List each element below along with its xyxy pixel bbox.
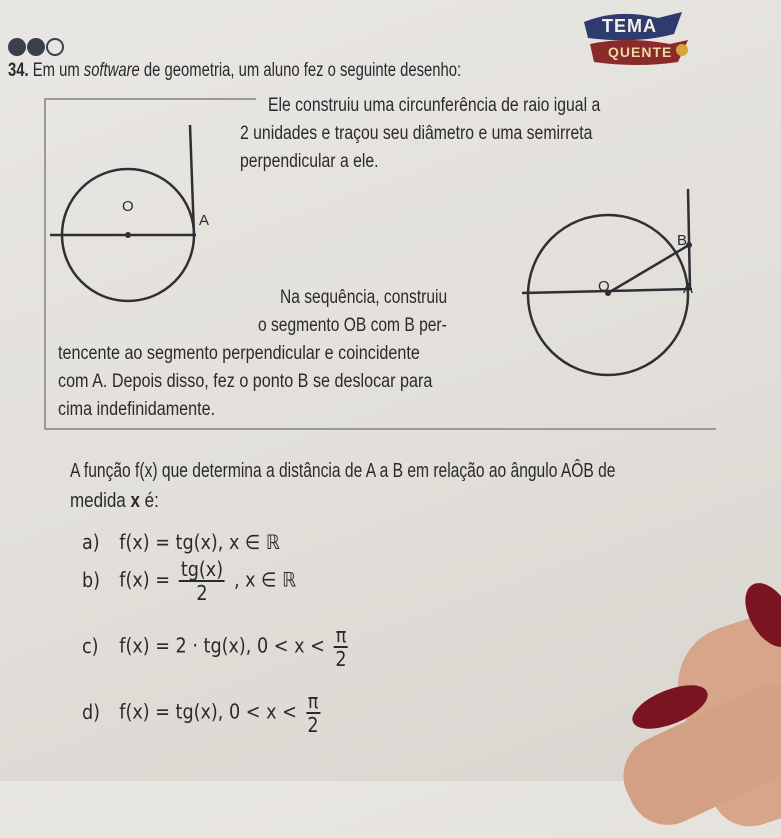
fig2-label-B: B — [677, 232, 688, 249]
hollow-dot-icon — [46, 38, 64, 56]
question-number: 34. — [8, 60, 29, 81]
question-title: 34. Em um software de geometria, um aluno fez o seguinte desenho: — [8, 60, 462, 81]
option-b[interactable]: b) f(x) = $\frac{tg(x)}{2}$ , x ∈ ℝ — [82, 557, 297, 605]
fig1-label-O: O — [122, 198, 134, 215]
paragraph-2-part2: tencente ao segmento perpendicular e coincidente com A. Depois disso, fez o ponto B se deslocar para cima indefinidamente. — [58, 343, 433, 420]
option-text: f(x) = tg(x), x ∈ ℝ — [119, 530, 280, 554]
option-letter: d) — [82, 699, 101, 724]
fraction: $\frac{\pi}{2}$ — [307, 689, 319, 737]
question-stem-line2: medida x é: — [70, 490, 159, 512]
dot-icon — [27, 38, 45, 56]
option-a[interactable] — [82, 530, 307, 554]
dot-icon — [8, 38, 26, 56]
question-stem: A função f(x) que determina a distância de A a B em relação ao ângulo AÔB de — [70, 460, 616, 482]
fig2-label-A: A — [683, 280, 694, 297]
option-letter: b) — [82, 567, 101, 592]
figure-circle-2 — [520, 185, 710, 390]
badge-line1: TEMA — [602, 16, 657, 36]
paragraph-2-part1: Na sequência, construiu o segmento OB com B per- — [258, 287, 448, 336]
box-top-border — [44, 98, 256, 100]
paragraph-1: Ele construiu uma circunferência de raio igual a 2 unidades e traçou seu diâmetro e uma semirreta perpendicular a ele. — [240, 95, 601, 172]
fig1-label-A: A — [199, 212, 210, 229]
tema-quente-badge — [578, 10, 694, 68]
fraction: $\frac{\pi}{2}$ — [335, 623, 347, 671]
fig2-label-O: O — [598, 278, 610, 295]
figure-circle-1 — [40, 115, 220, 315]
option-letter: c) — [82, 633, 99, 658]
fraction: $\frac{tg(x)}{2}$ — [180, 557, 224, 605]
option-c[interactable]: c) f(x) = 2 · tg(x), 0 < x < $\frac{\pi}{2}$ — [82, 623, 347, 671]
bullet-dots — [8, 38, 65, 61]
option-letter: a) — [82, 530, 100, 554]
badge-line2: QUENTE — [608, 44, 673, 60]
option-d[interactable]: d) f(x) = tg(x), 0 < x < $\frac{\pi}{2}$ — [82, 689, 319, 737]
hand-photo-artifact — [600, 560, 781, 781]
